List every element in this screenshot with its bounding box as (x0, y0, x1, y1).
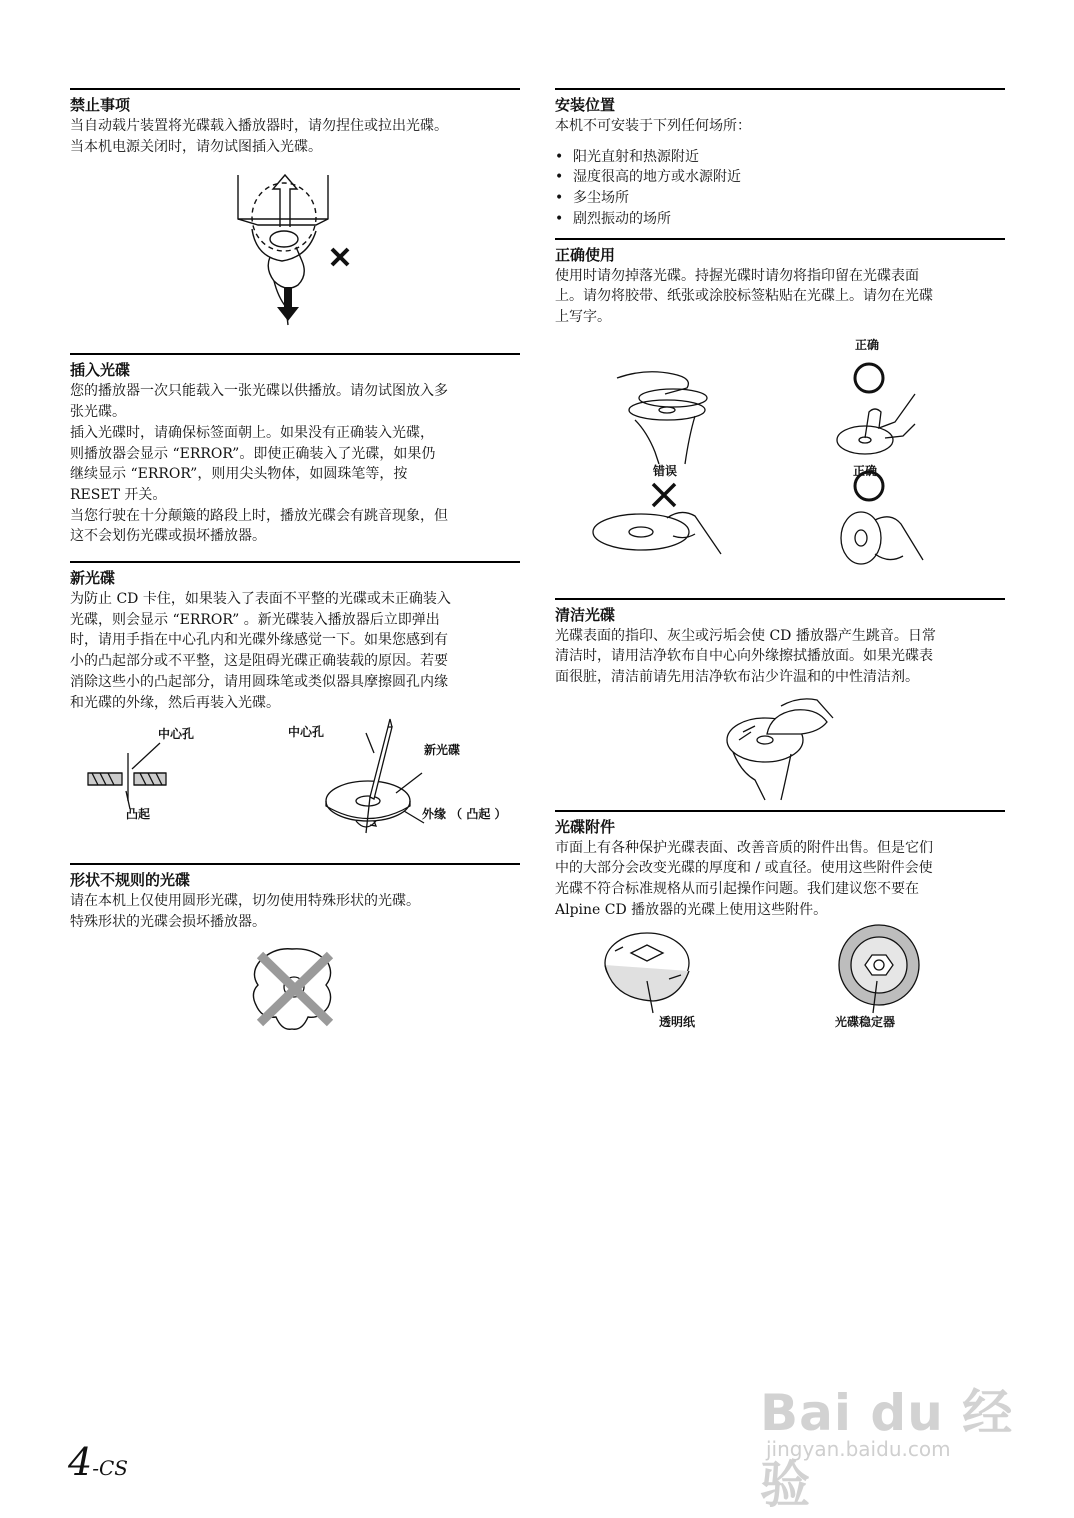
heading-prohibited: 禁止事项 (70, 96, 131, 114)
accessories-illustration (555, 921, 1005, 1045)
section-install (555, 88, 1005, 230)
install-bullet-3 (555, 188, 1005, 209)
watermark-url: jingyan.baidu.com (766, 1437, 951, 1461)
section-insert (70, 353, 520, 547)
cleaning-illustration (555, 688, 1005, 806)
label-correct-a: 正确 (855, 337, 880, 352)
heading-irregular: 形状不规则的光碟 (70, 871, 191, 890)
prohibited-line-1: 当自动载片装置将光碟载入播放器时，请勿捏住或拉出光碟。 (70, 118, 448, 134)
watermark-brand: Bai du 经验 (760, 1384, 1014, 1514)
correct-line-3: 上写字。 (555, 308, 611, 325)
label-transparent-sheet: 透明纸 (659, 1014, 696, 1029)
insert-line-3: 插入光碟时，请确保标签面朝上。如果没有正确装入光碟， (70, 424, 434, 441)
prohibited-line-2: 当本机电源关闭时，请勿试图插入光碟。 (70, 138, 322, 155)
cleaning-line-1: 光碟表面的指印、灰尘或污垢会使 CD 播放器产生跳音。日常 (555, 627, 936, 644)
accessories-line-3: 光碟不符合标准规格从而引起操作问题。我们建议您不要在 (555, 881, 919, 898)
insert-line-2: 张光碟。 (70, 404, 126, 421)
newdisc-line-1: 为防止 CD 卡住，如果装入了表面不平整的光碟或未正确装入 (70, 591, 451, 608)
newdisc-line-6: 和光碟的外缘，然后再装入光碟。 (70, 694, 280, 711)
figure-cleaning (555, 688, 1005, 806)
install-bullet-text: 阳光直射和热源附近 (573, 148, 699, 165)
figure-new-disc (70, 713, 520, 853)
newdisc-line-4: 小的凸起部分或不平整，这是阻碍光碟正确装载的原因。若要 (70, 653, 448, 670)
accessories-line-2: 中的大部分会改变光碟的厚度和 / 或直径。使用这些附件会使 (555, 860, 933, 877)
label-bump: 凸起 (126, 807, 151, 822)
label-center-hole-a: 中心孔 (158, 727, 195, 742)
correct-line-1: 使用时请勿掉落光碟。持握光碟时请勿将指印留在光碟表面 (555, 267, 919, 284)
newdisc-line-3: 时，请用手指在中心孔内和光碟外缘感觉一下。如果您感到有 (70, 632, 448, 649)
insert-line-4: 则播放器会显示 “ERROR”。即使正确装入了光碟，如果仍 (70, 445, 436, 462)
section-prohibited (70, 88, 520, 347)
insert-line-1: 您的播放器一次只能载入一张光碟以供播放。请勿试图放入多 (70, 383, 448, 400)
page-number-digit: 4 (68, 1440, 93, 1484)
heading-accessories: 光碟附件 (555, 817, 616, 836)
install-bullet-text: 多尘场所 (573, 190, 629, 207)
handling-illustration (555, 328, 1005, 594)
insert-line-8: 这不会划伤光碟或损坏播放器。 (70, 528, 266, 545)
heading-correct-use: 正确使用 (555, 245, 616, 264)
figure-irregular-disc (70, 933, 520, 1043)
bullet-mark: • (555, 169, 564, 186)
page-number (68, 1440, 128, 1484)
section-new-disc (70, 561, 520, 853)
figure-accessories (555, 921, 1005, 1045)
accessories-line-4: Alpine CD 播放器的光碟上使用这些附件。 (555, 901, 828, 918)
figure-handling (555, 328, 1005, 594)
heading-cleaning: 清洁光碟 (555, 605, 616, 624)
right-column (555, 88, 1005, 1045)
install-bullet-1 (555, 147, 1005, 168)
label-outer-edge: 外缘 （ 凸起 ） (422, 807, 507, 822)
newdisc-line-5: 消除这些小的凸起部分，请用圆珠笔或类似器具摩擦圆孔内缘 (70, 673, 448, 690)
install-bullet-text: 剧烈振动的场所 (573, 210, 671, 227)
insert-line-7: 当您行驶在十分颠簸的路段上时，播放光碟会有跳音现象，但 (70, 507, 448, 524)
insert-line-5: 继续显示 “ERROR”，则用尖头物体，如圆珠笔等，按 (70, 466, 408, 483)
heading-new-disc: 新光碟 (70, 569, 116, 588)
watermark (760, 1365, 1020, 1514)
bullet-mark: • (555, 210, 564, 227)
cleaning-line-2: 清洁时，请用洁净软布自中心向外缘擦拭播放面。如果光碟表 (555, 648, 933, 665)
install-bullet-2 (555, 167, 1005, 188)
section-accessories (555, 810, 1005, 1045)
irregular-disc-illustration (70, 933, 520, 1043)
label-wrong: 错误 (653, 463, 678, 478)
correct-line-2: 上。请勿将胶带、纸张或涂胶标签粘贴在光碟上。请勿在光碟 (555, 288, 933, 305)
section-irregular (70, 863, 520, 1042)
label-center-hole-b: 中心孔 (288, 725, 325, 740)
left-column (70, 88, 520, 1043)
install-bullet-4 (555, 209, 1005, 230)
label-stabilizer: 光碟稳定器 (835, 1014, 896, 1029)
newdisc-line-2: 光碟，则会显示 “ERROR” 。新光碟装入播放器后立即弹出 (70, 611, 440, 628)
bullet-mark: • (555, 148, 564, 165)
irregular-line-1: 请在本机上仅使用圆形光碟，切勿使用特殊形状的光碟。 (70, 893, 420, 910)
section-correct-use (555, 238, 1005, 594)
heading-insert: 插入光碟 (70, 361, 131, 380)
accessories-line-1: 市面上有各种保护光碟表面、改善音质的附件出售。但是它们 (555, 839, 933, 856)
pull-disc-illustration (70, 157, 520, 347)
heading-install: 安装位置 (555, 96, 616, 114)
figure-no-pull-disc (70, 157, 520, 347)
page-number-suffix: -CS (92, 1456, 128, 1480)
bullet-mark: • (555, 190, 564, 207)
label-new-disc: 新光碟 (424, 743, 461, 758)
label-correct-b: 正确 (853, 463, 878, 478)
insert-line-6: RESET 开关。 (70, 486, 167, 503)
install-bullet-list (555, 147, 1005, 230)
install-intro: 本机不可安装于下列任何场所： (555, 118, 751, 134)
irregular-line-2: 特殊形状的光碟会损坏播放器。 (70, 913, 266, 930)
section-cleaning (555, 598, 1005, 806)
cleaning-line-3: 面很脏，清洁前请先用洁净软布沾少许温和的中性清洁剂。 (555, 669, 919, 686)
install-bullet-text: 湿度很高的地方或水源附近 (573, 169, 741, 186)
